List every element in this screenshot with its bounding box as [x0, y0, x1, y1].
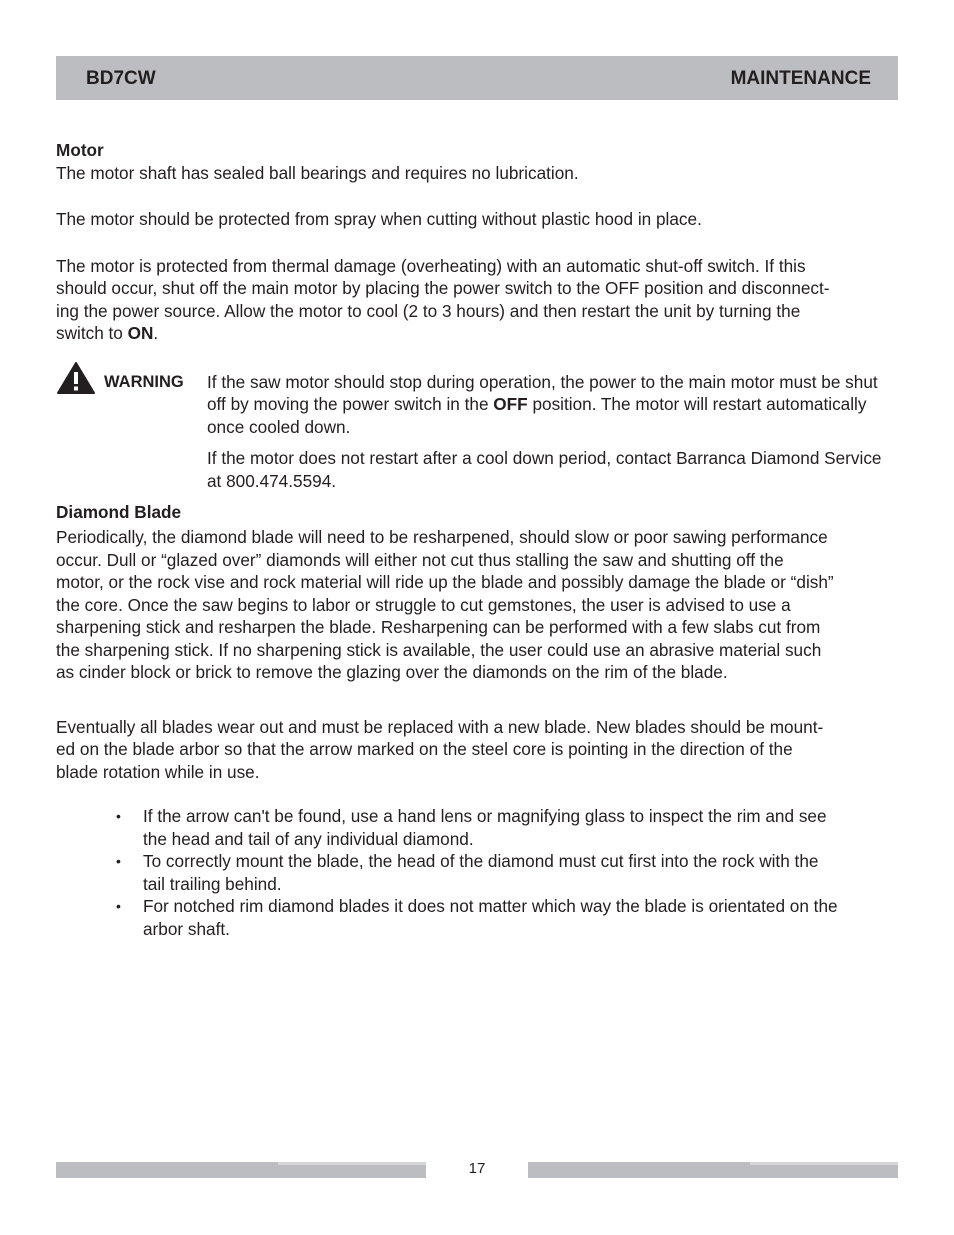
motor-paragraph-3 — [56, 255, 898, 345]
text-line: blade rotation while in use. — [56, 761, 260, 782]
text-line: sharpening stick and resharpen the blade. Resharpening can be performed with a few slabs cut from — [56, 617, 821, 637]
diamond-blade-heading: Diamond Blade — [56, 501, 182, 522]
on-emphasis: ON — [127, 323, 154, 343]
motor-p3-line: ing the power source. Allow the motor to cool (2 to 3 hours) and then restart the unit by turning the — [56, 300, 801, 321]
text-line: Periodically, the diamond blade will need to be resharpened, should slow or poor sawing performance — [56, 527, 828, 547]
list-item — [56, 850, 898, 895]
bullet-icon: • — [116, 898, 121, 914]
motor-paragraph-1: The motor shaft has sealed ball bearings and requires no lubrication. — [56, 162, 579, 183]
list-item — [56, 895, 898, 940]
mounting-bullet-list — [56, 805, 898, 940]
model-name: BD7CW — [86, 68, 156, 89]
footer-bar-right — [528, 1162, 898, 1178]
page-header — [56, 56, 898, 100]
text-line: To correctly mount the blade, the head of the diamond must cut first into the rock with the — [143, 851, 819, 871]
text-line: occur. Dull or “glazed over” diamonds will either not cut thus stalling the saw and shutting off the — [56, 549, 784, 570]
motor-p3-line: should occur, shut off the main motor by placing the power switch to the OFF position and disconnect- — [56, 278, 830, 298]
footer-bar-left — [56, 1162, 426, 1178]
warning-triangle-icon — [56, 361, 96, 395]
text-line: the sharpening stick. If no sharpening stick is available, the user could use an abrasive material such — [56, 639, 822, 660]
text-line: the head and tail of any individual diamond. — [143, 828, 474, 849]
motor-p3-line: switch to — [56, 323, 128, 343]
motor-heading: Motor — [56, 140, 104, 160]
text-line: as cinder block or brick to remove the glazing over the diamonds on the rim of the blade. — [56, 662, 728, 682]
text-line: the core. Once the saw begins to labor or struggle to cut gemstones, the user is advised to use a — [56, 594, 791, 615]
bullet-icon: • — [116, 853, 121, 869]
list-item — [56, 805, 898, 850]
motor-p3-line: The motor is protected from thermal damage (overheating) with an automatic shut-off switch. If this — [56, 255, 806, 276]
warning-p1-end: position. The motor will restart automatically once cooled down. — [207, 394, 867, 437]
section-title: MAINTENANCE — [730, 68, 871, 89]
warning-paragraph-2: If the motor does not restart after a cool down period, contact Barranca Diamond Service at 800.474.5594. — [207, 448, 882, 491]
warning-paragraph-1 — [207, 371, 887, 439]
text-line: arbor shaft. — [143, 918, 230, 939]
warning-text — [207, 371, 887, 493]
text-line: If the arrow can't be found, use a hand lens or magnifying glass to inspect the rim and see — [143, 806, 827, 826]
text-line: ed on the blade arbor so that the arrow marked on the steel core is pointing in the direction of the — [56, 739, 793, 759]
warning-p1-text: If the saw motor should stop during operation, the power to the main motor must be shut off by moving the power switch in the — [207, 371, 878, 414]
warning-block — [56, 371, 898, 501]
page-number: 17 — [468, 1160, 486, 1177]
motor-p3-end: . — [153, 323, 159, 343]
text-line: For notched rim diamond blades it does not matter which way the blade is orientated on the — [143, 896, 838, 916]
blade-paragraph-2 — [56, 716, 898, 784]
off-emphasis: OFF — [493, 394, 528, 414]
text-line: motor, or the rock vise and rock material will ride up the blade and possibly damage the blade or “dish” — [56, 572, 834, 592]
blade-paragraph-1 — [56, 526, 898, 684]
motor-paragraph-2: The motor should be protected from spray when cutting without plastic hood in place. — [56, 209, 702, 229]
bullet-icon: • — [116, 808, 121, 824]
text-line: Eventually all blades wear out and must be replaced with a new blade. New blades should be mount- — [56, 716, 824, 737]
text-line: tail trailing behind. — [143, 873, 282, 894]
page-content — [56, 139, 898, 940]
warning-label: WARNING — [104, 372, 184, 391]
